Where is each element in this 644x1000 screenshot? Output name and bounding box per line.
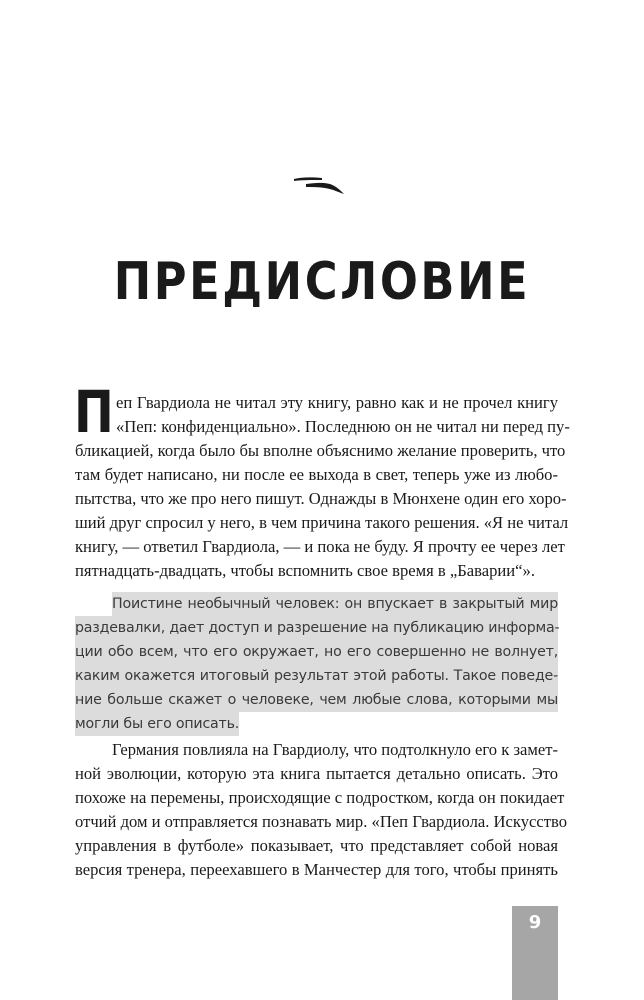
paragraph-line: еп Гвардиола не читал эту книгу, равно как и не прочел книгу xyxy=(116,393,558,412)
paragraph-line: версия тренера, переехавшего в Манчестер для того, чтобы принять xyxy=(75,860,558,879)
paragraph-line: пятнадцать-двадцать, чтобы вспомнить свое время в „Баварии“». xyxy=(75,561,535,580)
brush-stroke-ornament-icon xyxy=(292,172,346,198)
chapter-title: ПРЕДИСЛОВИЕ xyxy=(113,252,531,312)
highlighted-line: Поистине необычный человек: он впускает в закрытый мир xyxy=(112,592,558,616)
paragraph-line: книгу, — ответил Гвардиола, — и пока не буду. Я прочту ее через лет xyxy=(75,537,565,556)
paragraph-line: ной эволюции, которую эта книга пытается детально описать. Это xyxy=(75,764,558,783)
highlighted-line: каким окажется итоговый результат этой работы. Такое поведе- xyxy=(75,664,558,688)
highlighted-line: раздевалки, дает доступ и разрешение на публикацию информа- xyxy=(75,616,558,640)
highlighted-line: ции обо всем, что его окружает, но его совершенно не волнует, xyxy=(75,640,558,664)
drop-cap xyxy=(74,378,114,446)
paragraph-line: Германия повлияла на Гвардиолу, что подтолкнуло его к замет- xyxy=(112,740,559,759)
drop-cap-letter: П xyxy=(74,378,114,446)
paragraph-line: пытства, что же про него пишут. Однажды в Мюнхене один его хоро- xyxy=(75,489,567,508)
paragraph-line: там будет написано, ни после ее выхода в свет, теперь уже из любо- xyxy=(75,465,558,484)
page-number-tab xyxy=(512,906,558,1000)
page-number: 9 xyxy=(528,912,542,933)
paragraph-line: похоже на перемены, происходящие с подростком, когда он покидает xyxy=(75,788,565,807)
highlighted-line: ние больше скажет о человеке, чем любые слова, которыми мы xyxy=(75,688,558,712)
highlighted-line: могли бы его описать. xyxy=(75,712,239,736)
paragraph-line: ший друг спросил у него, в чем причина такого решения. «Я не читал xyxy=(75,513,569,532)
paragraph-line: «Пеп: конфиденциально». Последнюю он не читал ни перед пу- xyxy=(116,417,570,436)
paragraph-line: управления в футболе» показывает, что представляет собой новая xyxy=(75,836,558,855)
paragraph-line: отчий дом и отправляется познавать мир. «Пеп Гвардиола. Искусство xyxy=(75,812,568,831)
paragraph-line: бликацией, когда было бы вполне объяснимо желание проверить, что xyxy=(75,441,566,460)
